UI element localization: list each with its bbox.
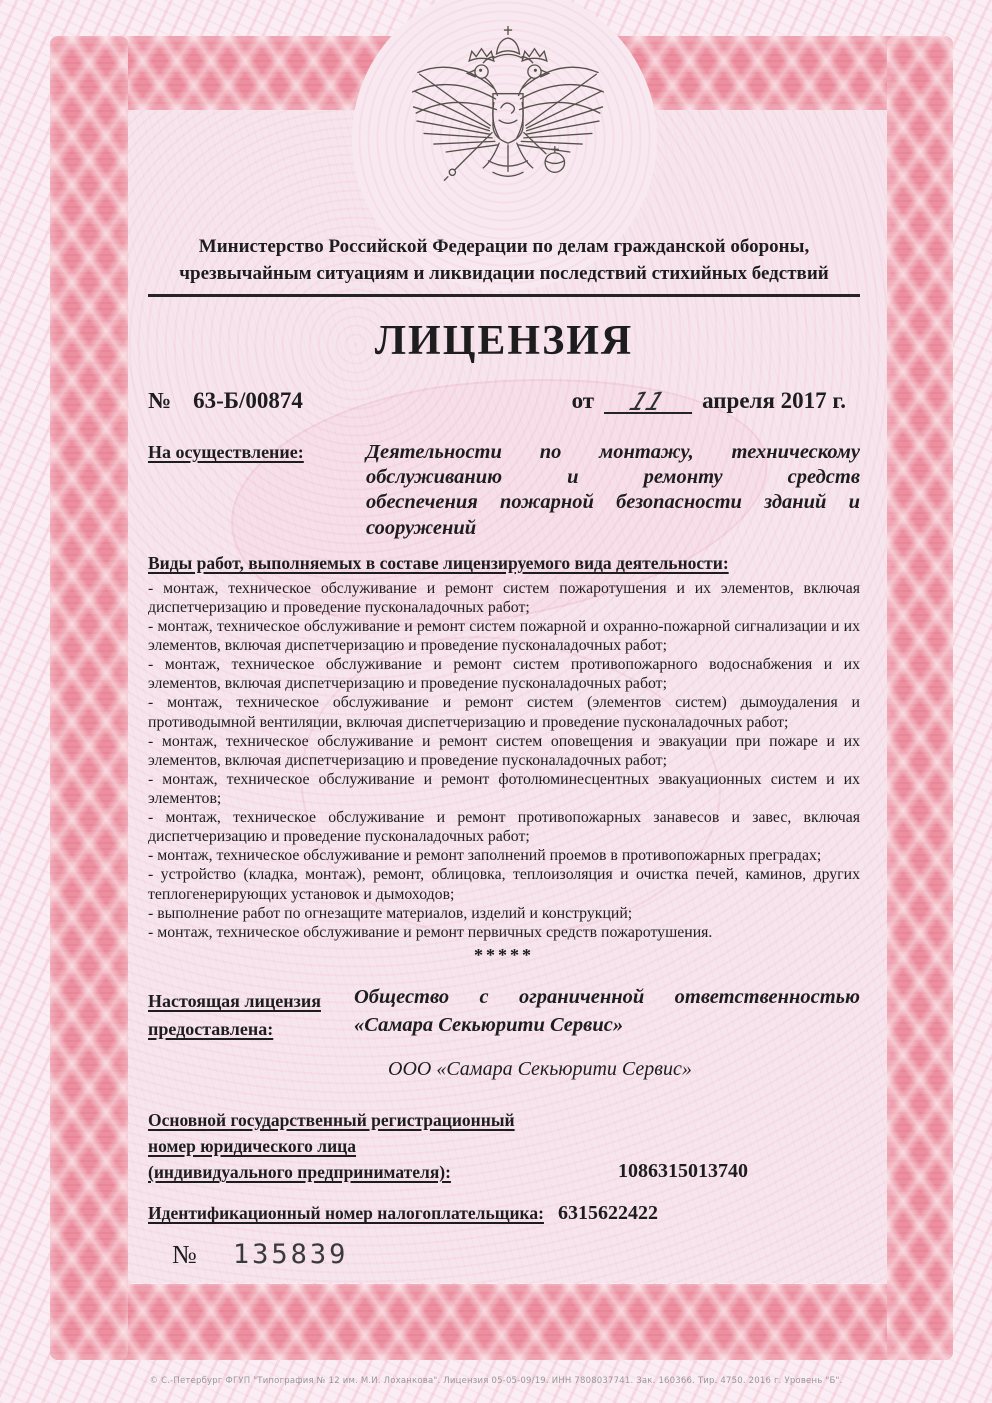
grantee-full-name bbox=[354, 984, 860, 1044]
coat-of-arms-eagle-icon bbox=[402, 16, 614, 212]
license-number: 63-Б/00874 bbox=[193, 387, 303, 413]
serial-number-row bbox=[172, 1239, 860, 1270]
list-item: - монтаж, техническое обслуживание и ремонт первичных средств пожаротушения. bbox=[148, 923, 713, 941]
activity-label: На осуществление: bbox=[148, 441, 304, 462]
guilloche-border-right bbox=[887, 36, 953, 1360]
serial-number-sign: № bbox=[172, 1240, 197, 1270]
grantee-name-line: «Самара Секьюрити Сервис» bbox=[354, 1013, 624, 1036]
list-item: - устройство (кладка, монтаж), ремонт, облицовка, теплоизоляция и очистка печей, каминов, других теплогенерирующих установок и дымоходов; bbox=[148, 866, 860, 903]
license-date bbox=[572, 387, 860, 414]
document-title: ЛИЦЕНЗИЯ bbox=[374, 317, 634, 364]
ministry-header bbox=[148, 234, 860, 297]
list-item: - монтаж, техническое обслуживание и ремонт систем (элементов систем) дымоудаления и противодымной вентиляции, включая диспетчеризацию и проведение пусконаладочных работ; bbox=[148, 694, 860, 731]
ministry-line2: чрезвычайным ситуациям и ликвидации последствий стихийных бедствий bbox=[179, 262, 829, 284]
grantee-label: Настоящая лицензия предоставлена: bbox=[148, 990, 321, 1039]
activity-line: обслуживанию и ремонту средств bbox=[366, 466, 860, 489]
activity-section bbox=[148, 440, 860, 541]
guilloche-border-left bbox=[50, 36, 128, 1360]
printer-imprint: © С.-Петербург ФГУП "Типография № 12 им. М.И. Лоханкова". Лицензия 05-05-09/19. ИНН 7808037741. Зак. 160366. Тир. 4750. 2016 г. Уровень "Б". bbox=[149, 1376, 843, 1386]
grantee-short-name: ООО «Самара Секьюрити Сервис» bbox=[388, 1057, 692, 1080]
activity-line: обеспечения пожарной безопасности зданий и bbox=[366, 491, 860, 514]
date-rest: апреля 2017 г. bbox=[702, 387, 846, 413]
works-heading: Виды работ, выполняемых в составе лицензируемого вида деятельности: bbox=[148, 552, 729, 573]
list-item: - монтаж, техническое обслуживание и ремонт заполнений проемов в противопожарных преградах; bbox=[148, 847, 822, 865]
ogrn-value: 1086315013740 bbox=[618, 1160, 748, 1183]
list-item: - монтаж, техническое обслуживание и ремонт систем оповещения и эвакуации при пожаре и их элементов, включая диспетчеризацию и проведение пусконаладочных работ; bbox=[148, 732, 860, 769]
activity-description bbox=[366, 440, 860, 541]
date-day-blank bbox=[604, 387, 692, 414]
list-item: - монтаж, техническое обслуживание и ремонт систем пожаротушения и их элементов, включая диспетчеризацию и проведение пусконаладочных работ; bbox=[148, 579, 860, 616]
list-item: - монтаж, техническое обслуживание и ремонт противопожарных занавесов и завес, включая диспетчеризацию и проведение пусконаладочных работ; bbox=[148, 809, 860, 846]
serial-number: 135839 bbox=[232, 1239, 349, 1271]
grantee-name-line: Общество с ограниченной ответственностью bbox=[354, 985, 860, 1008]
ministry-line1: Министерство Российской Федерации по делам гражданской обороны, bbox=[198, 236, 810, 257]
license-number-sign: № bbox=[148, 387, 172, 413]
ogrn-label: Основной государственный регистрационный номер юридического лица (индивидуального предпринимателя): bbox=[148, 1109, 515, 1183]
activity-line: Деятельности по монтажу, техническому bbox=[366, 440, 860, 463]
inn-section bbox=[148, 1202, 860, 1225]
asterisk-separator: ***** bbox=[474, 944, 534, 965]
inn-label: Идентификационный номер налогоплательщика: bbox=[148, 1203, 544, 1224]
license-number-row bbox=[148, 387, 860, 414]
list-item: - выполнение работ по огнезащите материалов, изделий и конструкций; bbox=[148, 904, 633, 922]
handwritten-day: 11 bbox=[625, 386, 670, 416]
list-item: - монтаж, техническое обслуживание и ремонт систем противопожарного водоснабжения и их элементов, включая диспетчеризацию и проведение пусконаладочных работ; bbox=[148, 656, 860, 693]
document-content bbox=[148, 234, 860, 1270]
works-list bbox=[148, 579, 860, 942]
list-item: - монтаж, техническое обслуживание и ремонт систем пожарной и охранно-пожарной сигнализации и их элементов, включая диспетчеризацию и проведение пусконаладочных работ; bbox=[148, 617, 860, 655]
activity-line: сооружений bbox=[366, 516, 477, 539]
date-prefix: от bbox=[571, 387, 595, 413]
guilloche-border-bottom bbox=[50, 1284, 953, 1360]
ogrn-section bbox=[148, 1107, 860, 1186]
grantee-section bbox=[148, 984, 860, 1044]
list-item: - монтаж, техническое обслуживание и ремонт фотолюминесцентных эвакуационных систем и их элементов; bbox=[148, 770, 860, 807]
inn-value: 6315622422 bbox=[557, 1202, 658, 1225]
